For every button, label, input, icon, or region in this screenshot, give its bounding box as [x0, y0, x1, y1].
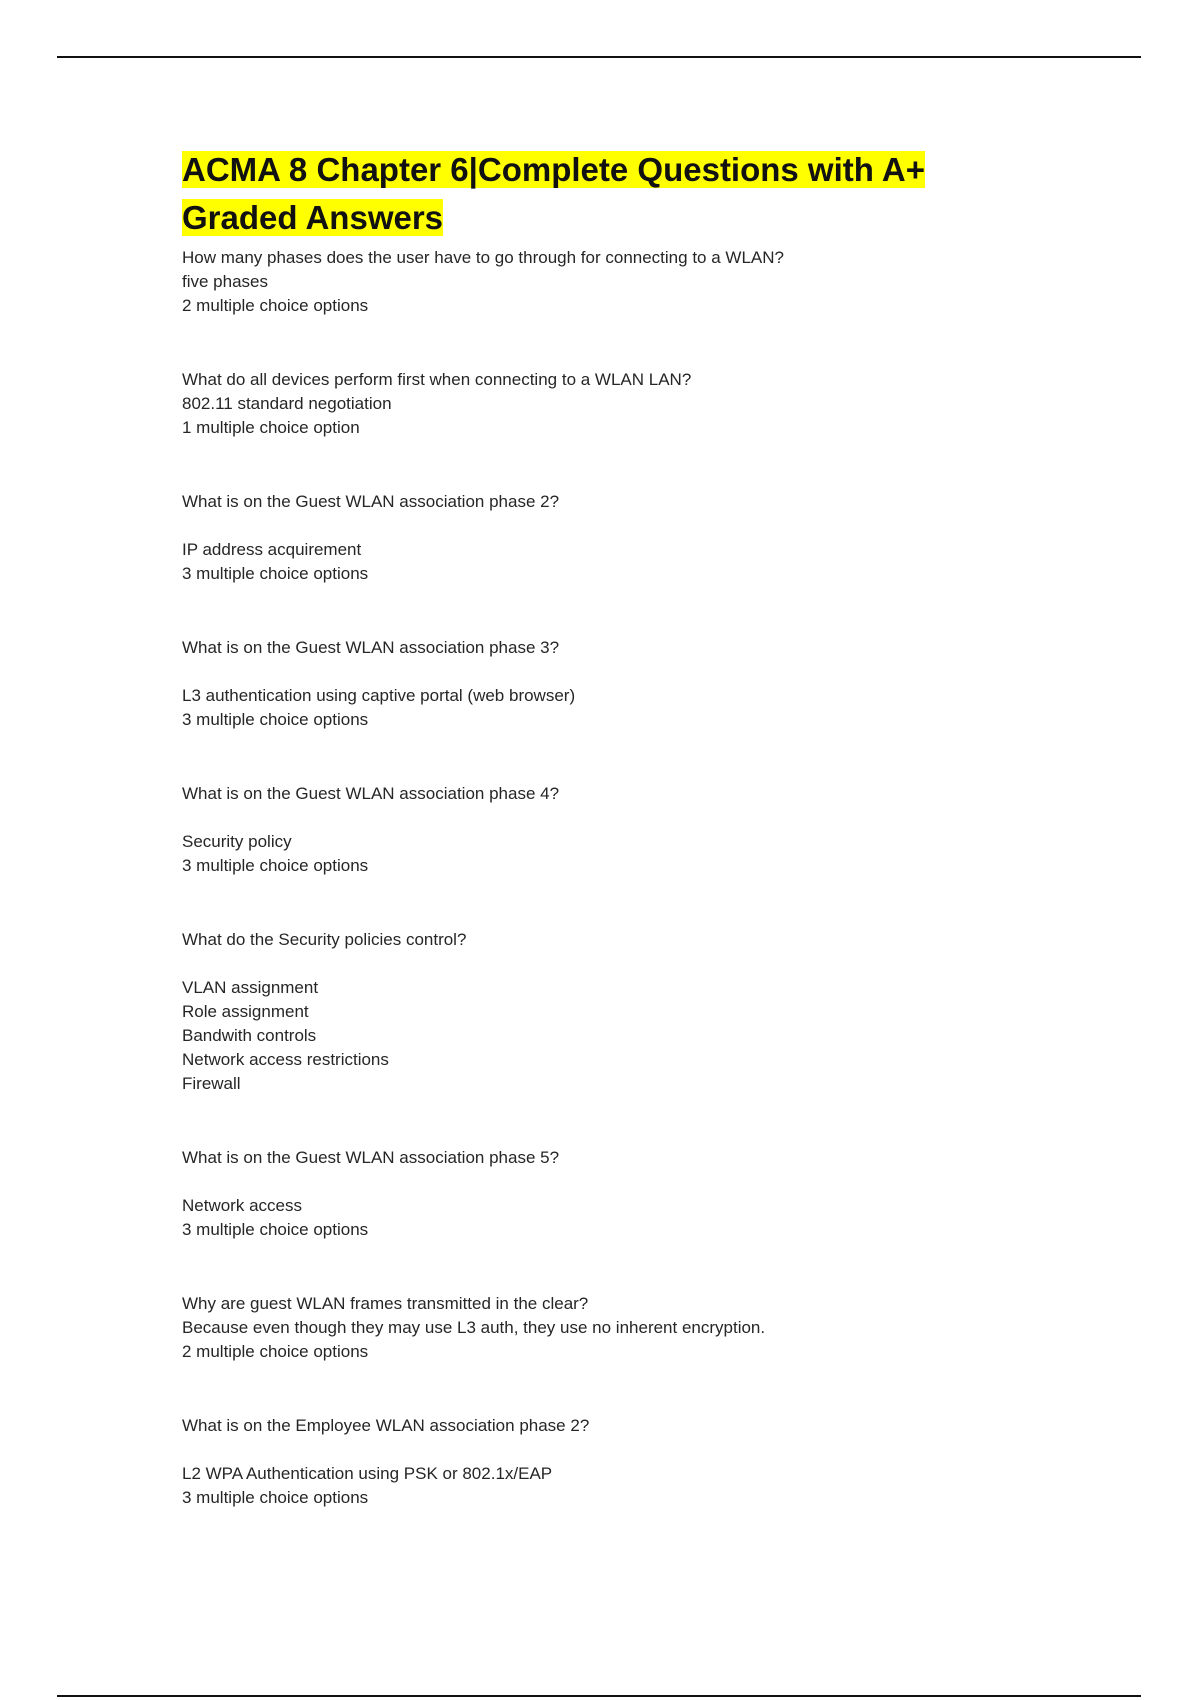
qa-item — [182, 1292, 1022, 1364]
options-count: 3 multiple choice options — [182, 564, 369, 583]
answer-text: Network access restrictions — [182, 1050, 389, 1069]
document-title — [182, 146, 1022, 242]
answer-text: five phases — [182, 272, 268, 291]
title-line-1: ACMA 8 Chapter 6|Complete Questions with A+ — [182, 151, 925, 188]
answer-text: Because even though they may use L3 auth, they use no inherent encryption. — [182, 1318, 766, 1337]
answer-text: Security policy — [182, 832, 292, 851]
answer-text: Firewall — [182, 1074, 241, 1093]
options-count: 3 multiple choice options — [182, 856, 369, 875]
question-text: What do all devices perform first when connecting to a WLAN LAN? — [182, 370, 692, 389]
answer-text: IP address acquirement — [182, 540, 362, 559]
options-count: 3 multiple choice options — [182, 1488, 369, 1507]
qa-item — [182, 246, 1022, 318]
header-rule — [57, 56, 1141, 58]
question-text: What is on the Guest WLAN association phase 4? — [182, 784, 560, 803]
question-text: What do the Security policies control? — [182, 930, 467, 949]
qa-item — [182, 1414, 1022, 1510]
answer-text: Network access — [182, 1196, 302, 1215]
question-text: What is on the Guest WLAN association phase 3? — [182, 638, 560, 657]
options-count: 1 multiple choice option — [182, 418, 360, 437]
title-line-2: Graded Answers — [182, 199, 444, 236]
answer-text: Bandwith controls — [182, 1026, 317, 1045]
qa-item — [182, 490, 1022, 586]
qa-item — [182, 636, 1022, 732]
qa-item — [182, 368, 1022, 440]
answer-text: L3 authentication using captive portal (web browser) — [182, 686, 576, 705]
options-count: 3 multiple choice options — [182, 710, 369, 729]
qa-item — [182, 1146, 1022, 1242]
answer-text: L2 WPA Authentication using PSK or 802.1x/EAP — [182, 1464, 553, 1483]
options-count: 3 multiple choice options — [182, 1220, 369, 1239]
qa-item — [182, 782, 1022, 878]
question-text: Why are guest WLAN frames transmitted in the clear? — [182, 1294, 589, 1313]
options-count: 2 multiple choice options — [182, 1342, 369, 1361]
qa-item — [182, 928, 1022, 1096]
document-body — [182, 146, 1022, 1560]
question-text: What is on the Employee WLAN association phase 2? — [182, 1416, 590, 1435]
answer-text: 802.11 standard negotiation — [182, 394, 392, 413]
footer-rule — [57, 1695, 1141, 1697]
answer-text: Role assignment — [182, 1002, 309, 1021]
answer-text: VLAN assignment — [182, 978, 319, 997]
question-text: What is on the Guest WLAN association phase 5? — [182, 1148, 560, 1167]
options-count: 2 multiple choice options — [182, 296, 369, 315]
question-text: What is on the Guest WLAN association phase 2? — [182, 492, 560, 511]
question-text: How many phases does the user have to go through for connecting to a WLAN? — [182, 248, 784, 267]
